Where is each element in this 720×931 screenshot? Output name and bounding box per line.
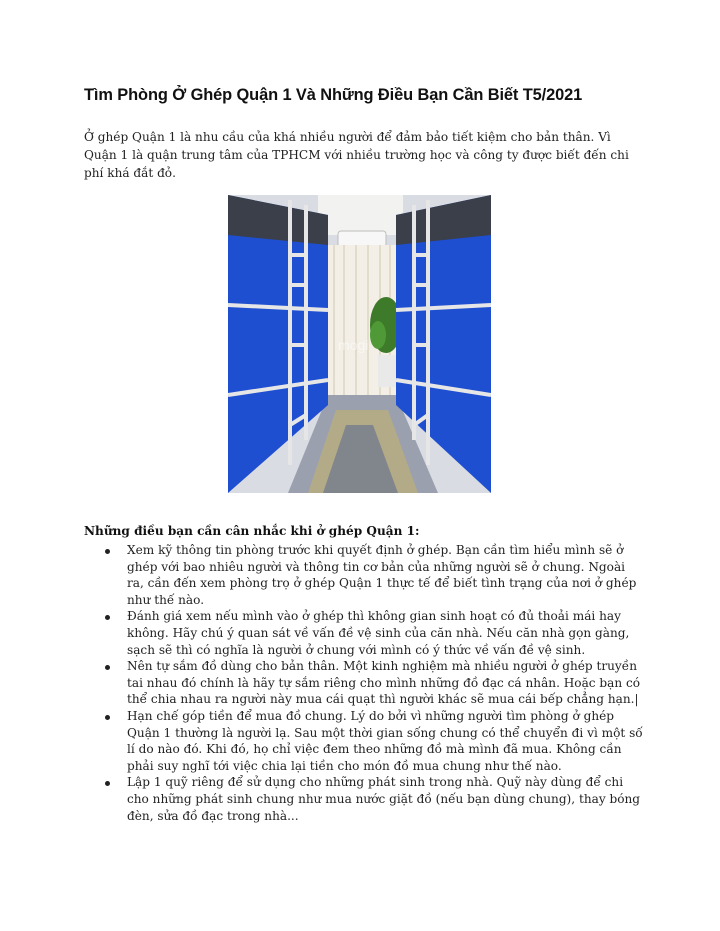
list-item	[84, 658, 644, 708]
list-item	[84, 608, 644, 658]
bullet-icon	[105, 549, 110, 554]
list-item	[84, 542, 644, 608]
intro-paragraph: Ở ghép Quận 1 là nhu cầu của khá nhiều người để đảm bảo tiết kiệm cho bản thân. Vì Quận 1 là quận trung tâm của TPHCM với nhiều trường học và công ty được biết đến chi phí khá đắt đỏ.	[84, 130, 629, 180]
list-item-text: Đánh giá xem nếu mình vào ở ghép thì không gian sinh hoạt có đủ thoải mái hay không. Hãy chú ý quan sát về vấn đề vệ sinh của căn nhà. Nếu căn nhà gọn gàng, sạch sẽ thì có nghĩa là người ở chung với mình có ý thức về vấn đề vệ sinh.	[127, 609, 630, 657]
list-item-text: Nên tự sắm đồ dùng cho bản thân. Một kinh nghiệm mà nhiều người ở ghép truyền tai nhau đó chính là hãy tự sắm riêng cho mình những đồ đạc cá nhân. Hoặc bạn có thể chia nhau ra người này mua cái quạt thì người khác sẽ mua cái bếp chẳng hạn.|	[127, 659, 641, 707]
list-item-text: Xem kỹ thông tin phòng trước khi quyết định ở ghép. Bạn cần tìm hiểu mình sẽ ở ghép với bao nhiêu người và thông tin cơ bản của những người sẽ ở chung. Ngoài ra, cần đến xem phòng trọ ở ghép Quận 1 thực tế để biết tình trạng của nơi ở ghép như thế nào.	[127, 543, 637, 607]
photo-watermark: mogi	[338, 337, 369, 353]
list-item	[84, 774, 644, 824]
page-title: Tìm Phòng Ở Ghép Quận 1 Và Những Điều Bạn Cần Biết T5/2021	[84, 86, 583, 104]
bullet-icon	[105, 615, 110, 620]
list-item-text: Hạn chế góp tiền để mua đồ chung. Lý do bởi vì những người tìm phòng ở ghép Quận 1 thường là người lạ. Sau một thời gian sống chung có thể chuyển đi vì một số lí do nào đó. Khi đó, họ chỉ việc đem theo những đồ mà mình đã mua. Không cần phải suy nghĩ tới việc chia lại tiền cho món đồ mua chung như thế nào.	[127, 708, 643, 773]
list-item-text: Lập 1 quỹ riêng để sử dụng cho những phát sinh trong nhà. Quỹ này dùng để chi cho những phát sinh chung như mua nước giặt đồ (nếu bạn dùng chung), thay bóng đèn, sửa đồ đạc trong nhà...	[127, 775, 641, 823]
bullet-icon	[105, 665, 110, 670]
bullet-icon	[105, 715, 110, 720]
dorm-room-photo	[228, 195, 491, 493]
section-heading: Những điều bạn cần cân nhắc khi ở ghép Quận 1:	[84, 524, 420, 538]
bullet-icon	[105, 781, 110, 786]
list-item	[84, 708, 644, 774]
considerations-list	[84, 542, 644, 824]
